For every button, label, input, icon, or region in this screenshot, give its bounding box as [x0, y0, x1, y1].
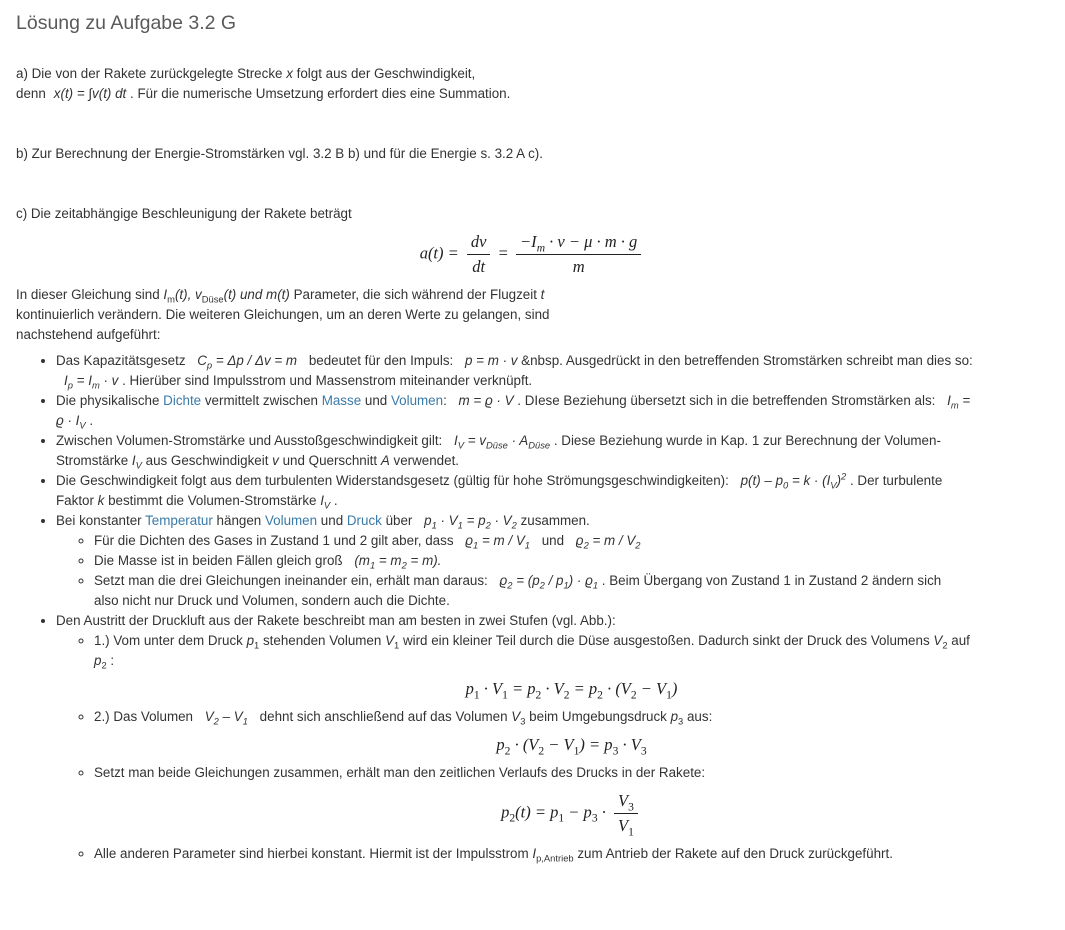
page-title: Lösung zu Aufgabe 3.2 G	[16, 12, 237, 34]
sublist-item-stage2: ◦ 2.) Das Volumen $V_2 - V_1$ dehnt sich anschließend auf das Volumen $V_3$ beim Umgebungsdruck $p_3$ aus: $p_2 \cdot (V_2 - V_1) = p_3 \cdot V_3$	[94, 707, 1049, 755]
exhaust-sublist	[56, 631, 1049, 864]
pressure-equation: $p_2(t) = p_1 - p_3$ · $\frac{V_3}{V_1}$	[94, 791, 1049, 836]
list-item-exhaust: • Den Austritt der Druckluft aus der Rakete beschreibt man am besten in zwei Stufen (vgl. Abb.): ◦ 1.) Vom unter dem Druck $p_1$ stehenden Volumen $V_1$ wird ein kleiner Teil durch die Düse ausgestoßen. Dadurch sinkt der Druck des Volumens $V_2$ auf $p_2$ : $p_1 \cdot V_1 = p_2 \cdot V_2 = p_2 \cdot (V_2 - V_1)$ ◦ 2.) Das Volumen $V_2 - V_1$ dehnt sich anschließend auf das Volumen $V_3$ beim Umgebungsdruck $p_3$ aus: $p_2 \cdot (V_2 - V_1) = p_3 \cdot V_3$ ◦ Setzt man beide Gleichungen zusammen, erhält man den zeitlichen Verlaufs des Drucks in der Rakete: $p_2(t) = p_1 - p_3$ · $\frac{V_3}{V_1}$ ◦ Alle anderen Parameter sind hierbei konstant. Hiermit ist der Impulsstrom $I_{p,Antrieb}$ zum Antrieb der Rakete auf den Druck zurückgeführt.	[56, 611, 1049, 864]
fraction-force-mass: $\frac{-I_m \cdot v - \mu \cdot m \cdot g}{m}$	[516, 232, 641, 277]
stage1-equation: $p_1 \cdot V_1 = p_2 \cdot V_2 = p_2 \cdot (V_2 - V_1)$	[465, 679, 678, 702]
equation-list	[16, 351, 1049, 864]
list-item-volume-current: • Zwischen Volumen-Stromstärke und Ausstoßgeschwindigkeit gilt: $I_V = v_{Düse} \cdot A_{Düse}$ . Diese Beziehung wurde in Kap. 1 zur Berechnung der Volumen- Stromstärke $I_V$ aus Geschwindigkeit v und Querschnitt A verwendet.	[56, 431, 1049, 471]
part-c-intro: c) Die zeitabhängige Beschleunigung der Rakete beträgt	[16, 206, 352, 221]
part-a-line2: denn x(t) = ∫v(t) dt . Für die numerische Umsetzung erfordert dies eine Summation.	[16, 86, 511, 101]
distance-formula: x(t) = ∫v(t) dt	[53, 86, 127, 101]
sublist-item-stage1: ◦ 1.) Vom unter dem Druck $p_1$ stehenden Volumen $V_1$ wird ein kleiner Teil durch die Düse ausgestoßen. Dadurch sinkt der Druck des Volumens $V_2$ auf $p_2$ : $p_1 \cdot V_1 = p_2 \cdot V_2 = p_2 \cdot (V_2 - V_1)$	[94, 631, 1049, 699]
fraction-dv-dt: $\frac{dv}{dt}$	[467, 232, 491, 277]
boyle-sublist	[56, 531, 1049, 611]
part-b-text: b) Zur Berechnung der Energie-Stromstärken vgl. 3.2 B b) und für die Energie s. 3.2 A c).	[16, 146, 543, 161]
list-item-turbulent-law: • Die Geschwindigkeit folgt aus dem turbulenten Widerstandsgesetz (gültig für hohe Strömungsgeschwindigkeiten): $p(t) - p_0 = k \cdot (I_V)^2$ . Der turbulente Faktor k bestimmt die Volumen-Stromstärke $I_V$ .	[56, 471, 1049, 511]
link-temperatur[interactable]: Temperatur	[145, 513, 213, 528]
part-a-line1: a) Die von der Rakete zurückgelegte Strecke x folgt aus der Geschwindigkeit,	[16, 66, 476, 81]
link-volumen-2[interactable]: Volumen	[264, 513, 318, 528]
link-masse[interactable]: Masse	[321, 393, 362, 408]
list-item-capacity-law: • Das Kapazitätsgesetz $C_p = \Delta p / \Delta v = m$ bedeutet für den Impuls: p = m · v &nbsp. Ausgedrückt in den betreffenden Stromstärken schreibt man dies so: $I_p = I_m \cdot v$ . Hierüber sind Impulsstrom und Massenstrom miteinander verknüpft.	[56, 351, 1049, 391]
sublist-item-mass: ◦ Die Masse ist in beiden Fällen gleich groß $(m_1 = m_2 = m)$.	[94, 551, 1049, 571]
link-druck[interactable]: Druck	[346, 513, 382, 528]
list-item-boyle-law: • Bei konstanter Temperatur hängen Volumen und Druck über $p_1 \cdot V_1 = p_2 \cdot V_2$ zusammen. ◦ Für die Dichten des Gases in Zustand 1 und 2 gilt aber, dass $ϱ_1 = m / V_1$ und $ϱ_2 = m / V_2$ ◦ Die Masse ist in beiden Fällen gleich groß $(m_1 = m_2 = m)$. ◦ Setzt man die drei Gleichungen ineinander ein, erhält man daraus: $ϱ_2 = (p_2 / p_1) \cdot ϱ_1$ . Beim Übergang von Zustand 1 in Zustand 2 ändern sich also nicht nur Druck und Volumen, sondern auch die Dichte.	[56, 511, 1049, 611]
sublist-item-densities: ◦ Für die Dichten des Gases in Zustand 1 und 2 gilt aber, dass $ϱ_1 = m / V_1$ und $ϱ_2 = m / V_2$	[94, 531, 1049, 551]
link-volumen[interactable]: Volumen	[390, 393, 444, 408]
list-item-density: • Die physikalische Dichte vermittelt zwischen Masse und Volumen: m = ϱ · V . DIese Beziehung übersetzt sich in die betreffenden Stromstärken als: $I_m$ = $ϱ \cdot I_V$ .	[56, 391, 1049, 431]
stage2-equation: $p_2 \cdot (V_2 - V_1) = p_3 \cdot V_3$	[496, 735, 647, 758]
sublist-item-combined: ◦ Setzt man die drei Gleichungen ineinander ein, erhält man daraus: $ϱ_2 = (p_2 / p_1) \cdot ϱ_1$ . Beim Übergang von Zustand 1 in Zustand 2 ändern sich also nicht nur Druck und Volumen, sondern auch die Dichte.	[94, 571, 1049, 611]
part-c-paragraph: In dieser Gleichung sind $I_m(t)$, $v_{Düse}(t)$ und m(t) Parameter, die sich während der Flugzeit t kontinuierlich verändern. Die weiteren Gleichungen, um an deren Werte zu gelangen, sind nachstehend aufgeführt:	[16, 287, 550, 342]
sublist-item-conclusion: ◦ Alle anderen Parameter sind hierbei konstant. Hiermit ist der Impulsstrom $I_{p,Antrieb}$ zum Antrieb der Rakete auf den Druck zurückgeführt.	[94, 844, 1049, 864]
acceleration-equation: a(t) = $\frac{dv}{dt}$ = $\frac{-I_m \cdot v - \mu \cdot m \cdot g}{m}$	[16, 232, 1049, 277]
fraction-v3-v1: $\frac{V_3}{V_1}$	[614, 791, 638, 836]
link-dichte[interactable]: Dichte	[163, 393, 202, 408]
sublist-item-combined-pressure: ◦ Setzt man beide Gleichungen zusammen, erhält man den zeitlichen Verlaufs des Drucks in der Rakete: $p_2(t) = p_1 - p_3$ · $\frac{V_3}{V_1}$	[94, 763, 1049, 836]
